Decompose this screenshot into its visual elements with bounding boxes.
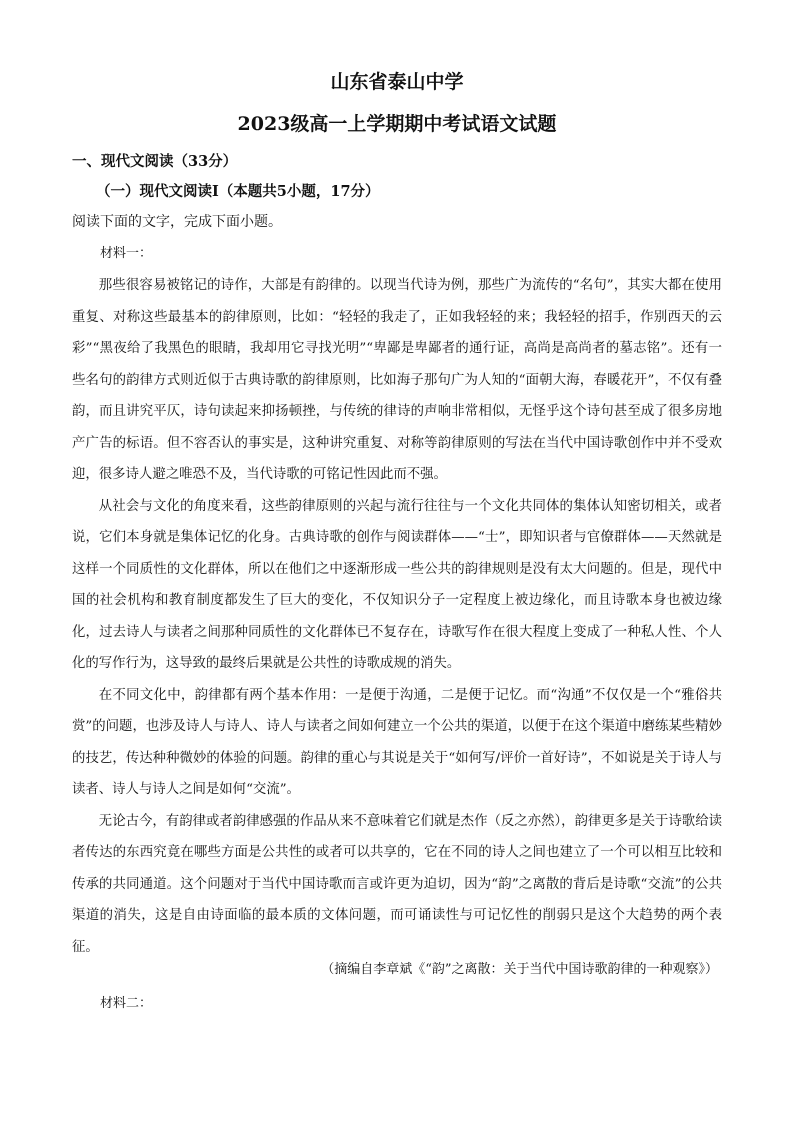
material-two-label: 材料二： <box>100 996 153 1011</box>
subsection-heading: （一）现代文阅读Ⅰ（本题共5小题，17分） <box>96 183 380 200</box>
paragraph: 从社会与文化的角度来看，这些韵律原则的兴起与流行往往与一个文化共同体的集体认知密切相关，或者说，它们本身就是集体记忆的化身。古典诗歌的创作与阅读群体——“士”，即知识者与官僚群体——天然就是这样一个同质性的文化群体，所以在他们之中逐渐形成一些公共的韵律规则是没有太大问题的。但是，现代中国的社会机构和教育制度都发生了巨大的变化，不仅知识分子一定程度上被边缘化，而且诗歌本身也被边缘化，过去诗人与读者之间那种同质性的文化群体已不复存在，诗歌写作在很大程度上变成了一种私人性、个人化的写作行为，这导致的最终后果就是公共性的诗歌成规的消失。 <box>72 498 722 671</box>
material-one-text <box>72 270 722 963</box>
source-citation: （摘编自李章斌《“韵”之离散：关于当代中国诗歌韵律的一种观察》） <box>321 962 718 977</box>
material-one-label: 材料一： <box>100 246 153 261</box>
school-name: 山东省泰山中学 <box>330 71 464 93</box>
paragraph: 无论古今，有韵律或者韵律感强的作品从来不意味着它们就是杰作（反之亦然），韵律更多是关于诗歌给读者传达的东西究竟在哪些方面是公共性的或者可以共享的，它在不同的诗人之间也建立了一个可以相互比较和传承的共同通道。这个问题对于当代中国诗歌而言或许更为迫切，因为“韵”之离散的背后是诗歌“交流”的公共渠道的消失，这是自由诗面临的最本质的文体问题，而可诵读性与可记忆性的削弱只是这个大趋势的两个表征。 <box>72 813 722 955</box>
reading-instruction: 阅读下面的文字，完成下面小题。 <box>72 214 282 230</box>
section-heading: 一、现代文阅读（33分） <box>72 153 238 170</box>
exam-title: 2023级高一上学期期中考试语文试题 <box>237 113 557 135</box>
paragraph: 在不同文化中，韵律都有两个基本作用：一是便于沟通，二是便于记忆。而“沟通”不仅仅是一个“雅俗共赏”的问题，也涉及诗人与诗人、诗人与读者之间如何建立一个公共的渠道，以便于在这个渠道中磨练某些精妙的技艺，传达种种微妙的体验的问题。韵律的重心与其说是关于“如何写/评价一首好诗”，不如说是关于诗人与读者、诗人与诗人之间是如何“交流”。 <box>72 687 722 797</box>
paragraph: 那些很容易被铭记的诗作，大部是有韵律的。以现当代诗为例，那些广为流传的“名句”，其实大都在使用重复、对称这些最基本的韵律原则，比如：“轻轻的我走了，正如我轻轻的来；我轻轻的招手，作别西天的云彩”“黑夜给了我黑色的眼睛，我却用它寻找光明”“卑鄙是卑鄙者的通行证，高尚是高尚者的墓志铭”。还有一些名句的韵律方式则近似于古典诗歌的韵律原则，比如海子那句广为人知的“面朝大海，春暖花开”，不仅有叠韵，而且讲究平仄，诗句读起来抑扬顿挫，与传统的律诗的声响非常相似，无怪乎这个诗句甚至成了很多房地产广告的标语。但不容否认的事实是，这种讲究重复、对称等韵律原则的写法在当代中国诗歌创作中并不受欢迎，很多诗人避之唯恐不及，当代诗歌的可铭记性因此而不强。 <box>72 278 722 482</box>
